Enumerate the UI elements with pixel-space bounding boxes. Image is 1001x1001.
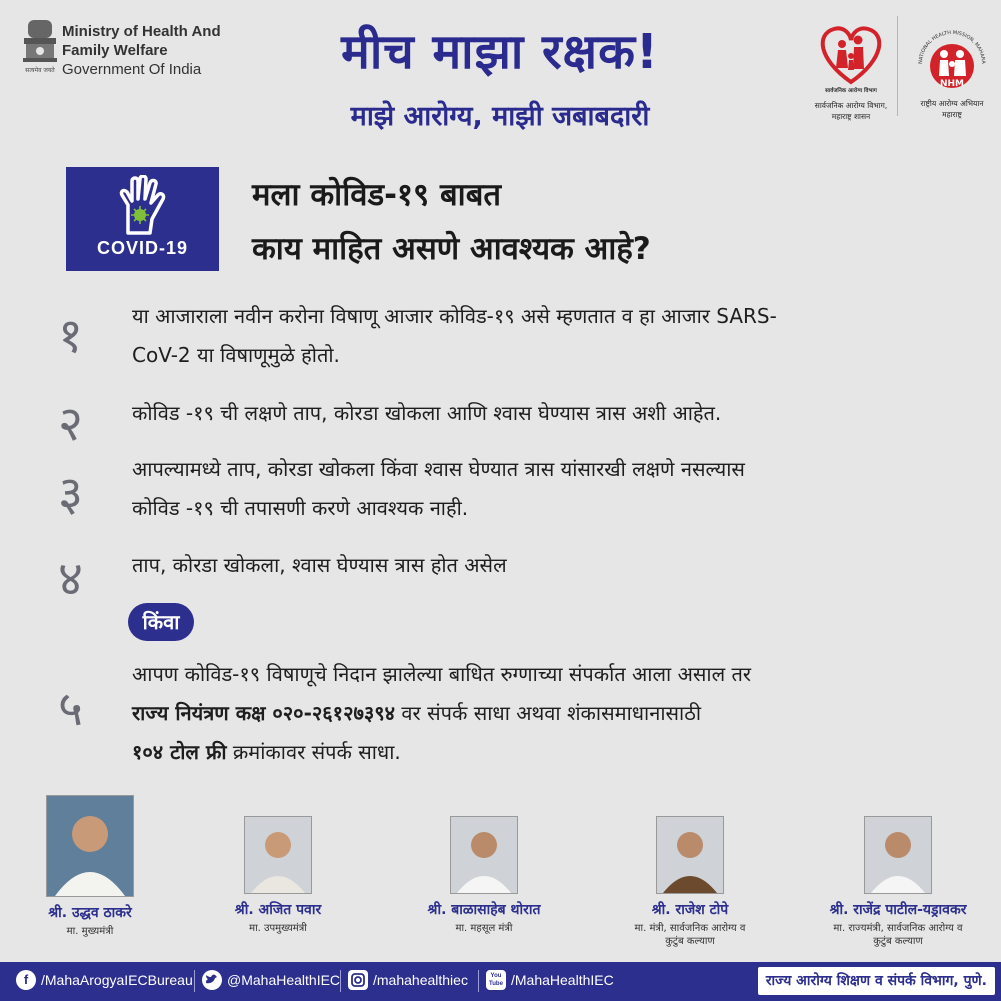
youtube-link[interactable] bbox=[486, 970, 614, 990]
person-name: श्री. राजेंद्र पाटील-यड्रावकर bbox=[829, 902, 967, 918]
nhm-arc-text: NATIONAL HEALTH MISSION, MAHARA bbox=[917, 29, 987, 65]
item-4-line1: ताप, कोरडा खोकला, श्वास घेण्यास त्रास होत असेल bbox=[132, 553, 507, 577]
person-name: श्री. अजित पवार bbox=[234, 902, 322, 918]
person-name: श्री. उद्धव ठाकरे bbox=[48, 905, 132, 921]
person-role: मा. राज्यमंत्री, सार्वजनिक आरोग्य व bbox=[833, 923, 963, 934]
instagram-handle: /mahahealthiec bbox=[373, 972, 468, 988]
twitter-icon bbox=[202, 970, 222, 990]
or-badge: किंवा bbox=[128, 603, 194, 641]
facebook-link[interactable] bbox=[16, 970, 193, 990]
person-photo bbox=[46, 795, 134, 897]
item-3-line1: आपल्यामध्ये ताप, कोरडा खोकला किंवा श्वास घेण्यात त्रास यांसारखी लक्षणे नसल्यास bbox=[132, 457, 745, 481]
person-photo bbox=[864, 816, 932, 894]
item-number-1: १ bbox=[58, 308, 83, 364]
footer-divider bbox=[194, 970, 195, 992]
footer-divider bbox=[478, 970, 479, 992]
item-4-text bbox=[132, 546, 950, 585]
item-1-line1: या आजाराला नवीन करोना विषाणू आजार कोविड-१९ असे म्हणतात व हा आजार SARS- bbox=[132, 304, 777, 328]
person-role-line2: कुटुंब कल्याण bbox=[665, 936, 715, 947]
nhm-caption-line1: राष्ट्रीय आरोग्य अभियान bbox=[920, 99, 984, 108]
item-2-line1: कोविड -१९ ची लक्षणे ताप, कोरडा खोकला आणि श्वास घेण्यास त्रास अशी आहेत. bbox=[132, 401, 722, 425]
person-photo bbox=[244, 816, 312, 894]
item-number-5: ५ bbox=[58, 681, 83, 737]
person-card bbox=[404, 816, 564, 935]
item-5-line2-rest: वर संपर्क साधा अथवा शंकासमाधानासाठी bbox=[395, 701, 702, 725]
ministry-block bbox=[62, 22, 221, 79]
item-3-line2: कोविड -१९ ची तपासणी करणे आवश्यक नाही. bbox=[132, 496, 469, 520]
emblem-caption: सत्यमेव जयते bbox=[25, 67, 55, 74]
question-line2: काय माहित असणे आवश्यक आहे? bbox=[252, 231, 651, 267]
item-5-line1: आपण कोविड-१९ विषाणूचे निदान झालेल्या बाधित रुग्णाच्या संपर्कात आला असाल तर bbox=[132, 662, 752, 686]
public-health-department-logo bbox=[808, 14, 894, 124]
ministry-line1: Ministry of Health And bbox=[62, 23, 221, 40]
person-role: मा. मंत्री, सार्वजनिक आरोग्य व bbox=[634, 923, 746, 934]
footer-divider bbox=[340, 970, 341, 992]
ministry-line3: Government Of India bbox=[62, 61, 202, 78]
department-label: राज्य आरोग्य शिक्षण व संपर्क विभाग, पुणे. bbox=[758, 967, 995, 995]
person-card bbox=[10, 795, 170, 938]
item-3-text bbox=[132, 450, 950, 528]
person-role: मा. मुख्यमंत्री bbox=[66, 926, 114, 937]
person-photo bbox=[450, 816, 518, 894]
item-5-text bbox=[132, 655, 950, 772]
youtube-icon: You Tube bbox=[486, 970, 506, 990]
facebook-handle: /MahaArogyaIECBureau bbox=[41, 972, 193, 988]
youtube-handle: /MahaHealthIEC bbox=[511, 972, 614, 988]
phd-caption-line1: सार्वजनिक आरोग्य विभाग, bbox=[814, 101, 888, 110]
nhm-logo bbox=[910, 14, 994, 124]
person-role: मा. महसूल मंत्री bbox=[455, 923, 513, 934]
item-5-line3-rest: क्रमांकावर संपर्क साधा. bbox=[226, 740, 401, 764]
item-1-text bbox=[132, 297, 950, 375]
nhm-caption-line2: महाराष्ट्र bbox=[942, 110, 962, 119]
footer-bar bbox=[0, 962, 1001, 1001]
ashoka-emblem-icon bbox=[20, 16, 60, 78]
toll-free-number: १०४ टोल फ्री bbox=[132, 740, 227, 764]
item-number-4: ४ bbox=[58, 551, 83, 607]
hand-virus-icon bbox=[114, 175, 170, 235]
twitter-link[interactable] bbox=[202, 970, 340, 990]
instagram-icon bbox=[348, 970, 368, 990]
control-room-number: राज्य नियंत्रण कक्ष ०२०-२६१२७३९४ bbox=[132, 701, 396, 725]
person-card bbox=[808, 816, 988, 948]
nhm-label: NHM bbox=[939, 79, 965, 89]
person-role-line2: कुटुंब कल्याण bbox=[873, 936, 923, 947]
person-name: श्री. बाळासाहेब थोरात bbox=[427, 902, 541, 918]
person-card bbox=[610, 816, 770, 948]
item-number-2: २ bbox=[58, 396, 83, 452]
person-role: मा. उपमुख्यमंत्री bbox=[249, 923, 307, 934]
item-5-line2 bbox=[132, 694, 950, 733]
phd-caption-line2: महाराष्ट्र शासन bbox=[831, 112, 871, 121]
twitter-handle: @MahaHealthIEC bbox=[227, 972, 341, 988]
logo-divider bbox=[897, 16, 898, 116]
page-subtitle: माझे आरोग्य, माझी जबाबदारी bbox=[350, 101, 650, 132]
item-5-line3 bbox=[132, 733, 950, 772]
covid-label: COVID-19 bbox=[96, 238, 189, 258]
page-title: मीच माझा रक्षक! bbox=[341, 24, 659, 80]
person-card bbox=[198, 816, 358, 935]
item-2-text bbox=[132, 394, 950, 433]
ministry-line2: Family Welfare bbox=[62, 42, 168, 59]
person-name: श्री. राजेश टोपे bbox=[651, 902, 729, 918]
item-1-line2: CoV-2 या विषाणूमुळे होतो. bbox=[132, 343, 340, 367]
facebook-icon: f bbox=[16, 970, 36, 990]
person-photo bbox=[656, 816, 724, 894]
item-number-3: ३ bbox=[58, 466, 83, 522]
covid-badge bbox=[66, 167, 219, 271]
question-heading bbox=[252, 168, 651, 276]
instagram-link[interactable] bbox=[348, 970, 468, 990]
phd-logo-text: सार्वजनिक आरोग्य विभाग bbox=[825, 88, 877, 94]
question-line1: मला कोविड-१९ बाबत bbox=[252, 177, 502, 213]
